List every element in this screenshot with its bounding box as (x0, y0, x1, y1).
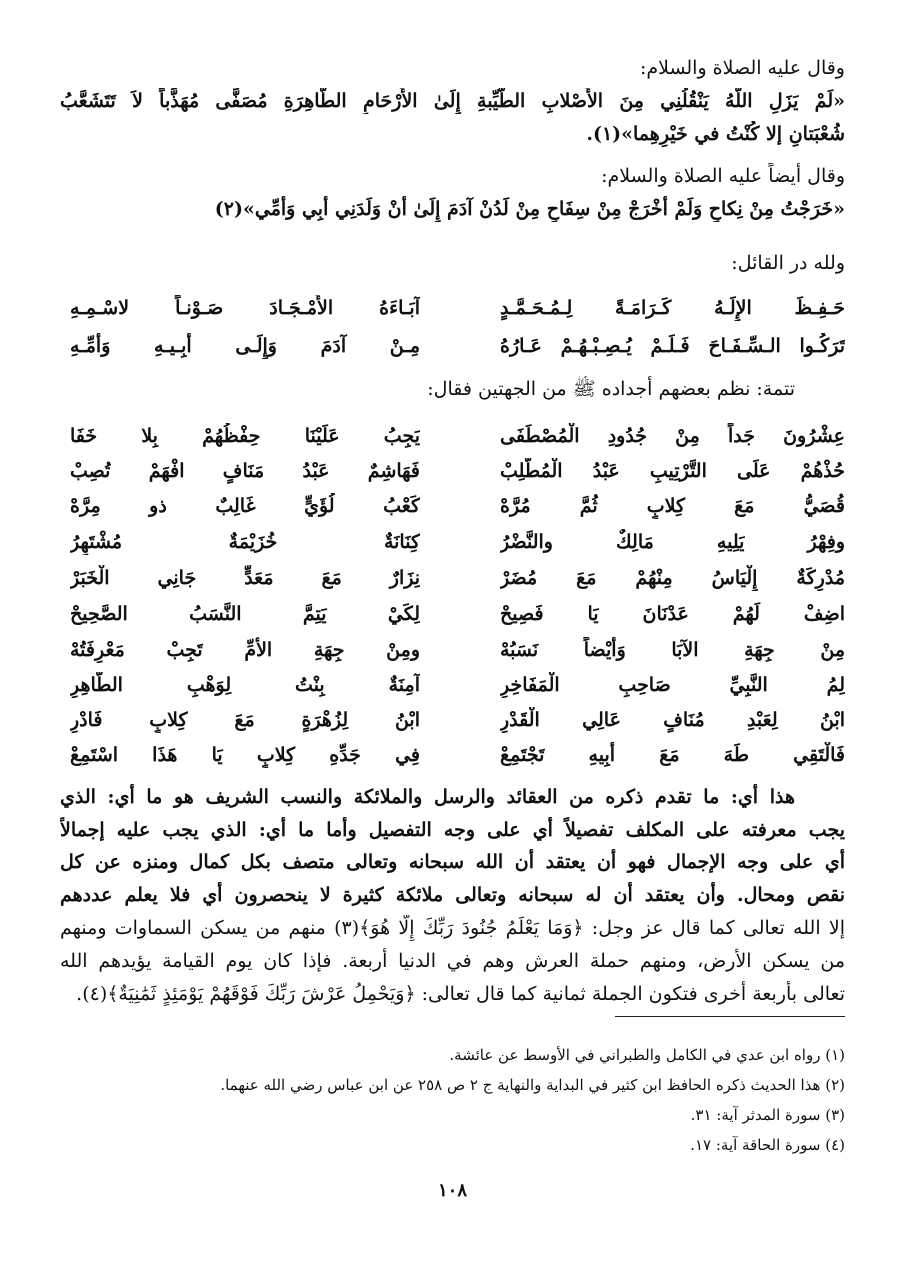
poem2-verse-6-right: اضِفْ لَهُمْ عَدْنَانَ يَا فَصِيحْ (500, 603, 845, 625)
body-line-7: تعالى بأربعة أخرى فتكون الجملة ثمانية كما قال تعالى: ﴿وَيَحْمِلُ عَرْشَ رَبِّكَ فَوْقَهُمْ يَوْمَئِذٍ ثَمَٰنِيَةٌ﴾(٤). (76, 983, 845, 1005)
footnote-4: (٤) سورة الحاقة آية: ١٧. (690, 1136, 845, 1154)
poem1-verse-2-right: تَرَكُـوا الـسِّـفَـاحَ فَـلَـمْ يُـصِـبْـهُـمْ عَـارُهُ (500, 335, 845, 357)
footnote-separator (615, 1016, 845, 1017)
poem2-verse-2-right: حُذْهُمْ عَلَى التَّرْتِيبِ عَبْدُ الْمُطَّلِبْ (500, 460, 845, 482)
poem2-verse-8-right: لِمُ النَّبِيِّ صَاحِبِ الْمَفَاخِرِ (500, 674, 845, 696)
poem2-verse-3-right: قُصَيُّ مَعَ كِلابٍ ثُمَّ مُرَّهْ (500, 495, 845, 517)
tatimma-heading: تتمة: نظم بعضهم أجداده ﷺ من الجهتين فقال: (427, 378, 795, 400)
page-number: ١٠٨ (437, 1180, 467, 1201)
poem2-verse-5-left: نِزَارٌ مَعَ مَعَدٍّ جَانِي الْخَبَرْ (70, 567, 420, 589)
intro-line-3: ولله در القائل: (731, 252, 845, 274)
body-line-5: إلا الله تعالى كما قال عز وجل: ﴿وَمَا يَعْلَمُ جُنُودَ رَبِّكَ إِلَّا هُوَ﴾(٣) منهم من يسكن السماوات ومنهم (60, 917, 845, 939)
poem1-verse-1-right: حَـفِـظَ الإِلَـهُ كَـرَامَـةً لِـمُـحَـمَّـدٍ (500, 297, 845, 319)
poem2-verse-10-right: فَالْتَقِي طَهَ مَعَ أَبِيهِ تَجْتَمِعْ (500, 744, 845, 766)
body-line-1: هذا أي: ما تقدم ذكره من العقائد والرسل والملائكة والنسب الشريف هو ما أي: الذي (60, 786, 795, 808)
intro-line-1: وقال عليه الصلاة والسلام: (639, 57, 845, 79)
poem2-verse-6-left: لِكَيْ يَتِمَّ النَّسَبُ الصَّحِيحْ (70, 603, 420, 625)
poem1-verse-1-left: آبَـاءَهُ الأَمْـجَـادَ صَـوْنـاً لاسْـمِـهِ (70, 297, 420, 319)
poem2-verse-7-right: مِنْ جِهَةِ الآبَا وَأيْضاً نَسَبُهْ (500, 639, 845, 661)
poem2-verse-10-left: فِي جَدِّهِ كِلابٍ يَا هَذَا اسْتَمِعْ (70, 744, 420, 766)
poem2-verse-2-left: فَهَاشِمٌ عَبْدُ مَنَافٍ افْهَمْ تُصِبْ (70, 460, 420, 482)
poem2-verse-4-right: وفِهْرُ يَلِيهِ مَالِكٌ والنَّضْرُ (500, 531, 845, 553)
poem2-verse-8-left: آمِنَةٌ بِنْتُ لِوَهْبِ الطَّاهِرِ (70, 674, 420, 696)
body-line-4: نقص ومحال. وأن يعتقد أن له سبحانه وتعالى ملائكة كثيرة لا ينحصرون أي فلا يعلم عددهم (60, 884, 845, 906)
body-line-2: يجب معرفته على المكلف تفصيلاً أي على وجه التفصيل وأما ما أي: الذي يجب عليه إجمالاً (60, 819, 845, 841)
footnote-1: (١) رواه ابن عدي في الكامل والطبراني في الأوسط عن عائشة. (449, 1046, 845, 1064)
poem2-verse-4-left: كِنَانَةٌ خُزَيْمَةٌ مُشْتَهِرُ (70, 531, 420, 553)
hadith-1-line-b: شُعْبَتانِ إلا كُنْتُ في خَيْرِهِما»(١). (586, 123, 845, 145)
poem1-verse-2-left: مِـنْ آدَمَ وَإِلَـى أَبِـيـهِ وَأُمِّـهِ (70, 335, 420, 357)
poem2-verse-7-left: ومِنْ جِهَةِ الأمِّ تَجِبْ مَعْرِفَتُهْ (70, 639, 420, 661)
poem2-verse-3-left: كَعْبُ لُؤَيٍّ غَالِبٌ ذو مِرَّهْ (70, 495, 420, 517)
hadith-2: «خَرَجْتُ مِنْ نِكاحٍ وَلَمْ أُخْرَجْ مِنْ سِفَاحٍ مِنْ لَدُنْ آدَمَ إِلَىٰ أَنْ وَلَدَنِي أَبِي وَأُمِّي»(٢) (214, 198, 845, 220)
footnote-2: (٢) هذا الحديث ذكره الحافظ ابن كثير في البداية والنهاية ج ٢ ص ٢٥٨ عن ابن عباس رضي الله عنهما. (220, 1076, 845, 1094)
poem2-verse-1-right: عِشْرُونَ جَداً مِنْ جُدُودِ الْمُصْطَفَى (500, 425, 845, 447)
poem2-verse-9-left: ابْنُ لِزُهْرَةٍ مَعَ كِلابٍ فَادْرِ (70, 709, 420, 731)
body-line-6: من يسكن الأرض، ومنهم حملة العرش وهم في الدنيا أربعة. فإذا كان يوم القيامة يؤيدهم الله (60, 950, 845, 972)
footnote-3: (٣) سورة المدثر آية: ٣١. (690, 1106, 845, 1124)
hadith-1-line-a: «لَمْ يَزَلِ اللَّهُ يَنْقُلُنِي مِنَ الأَصْلابِ الطَّيِّبةِ إِلَىٰ الأَرْحَامِ الطَّاهِرَةِ مُصَفًّى مُهَذَّباً لاَ تَتَشَعَّبُ (60, 90, 845, 112)
poem2-verse-9-right: ابْنُ لِعَبْدِ مُنَافٍ عَالِي الْقَدْرِ (500, 709, 845, 731)
intro-line-2: وقال أيضاً عليه الصلاة والسلام: (601, 165, 845, 187)
poem2-verse-1-left: يَجِبُ عَلَيْنَا حِفْظُهُمْ بِلا خَفَا (70, 425, 420, 447)
body-line-3: أي على وجه الإجمال فهو أن يعتقد أن الله سبحانه وتعالى متصف بكل كمال ومنزه عن كل (60, 851, 845, 873)
poem2-verse-5-right: مُدْرِكَةٌ إِلْيَاسُ مِنْهُمْ مَعَ مُضَرْ (500, 567, 845, 589)
